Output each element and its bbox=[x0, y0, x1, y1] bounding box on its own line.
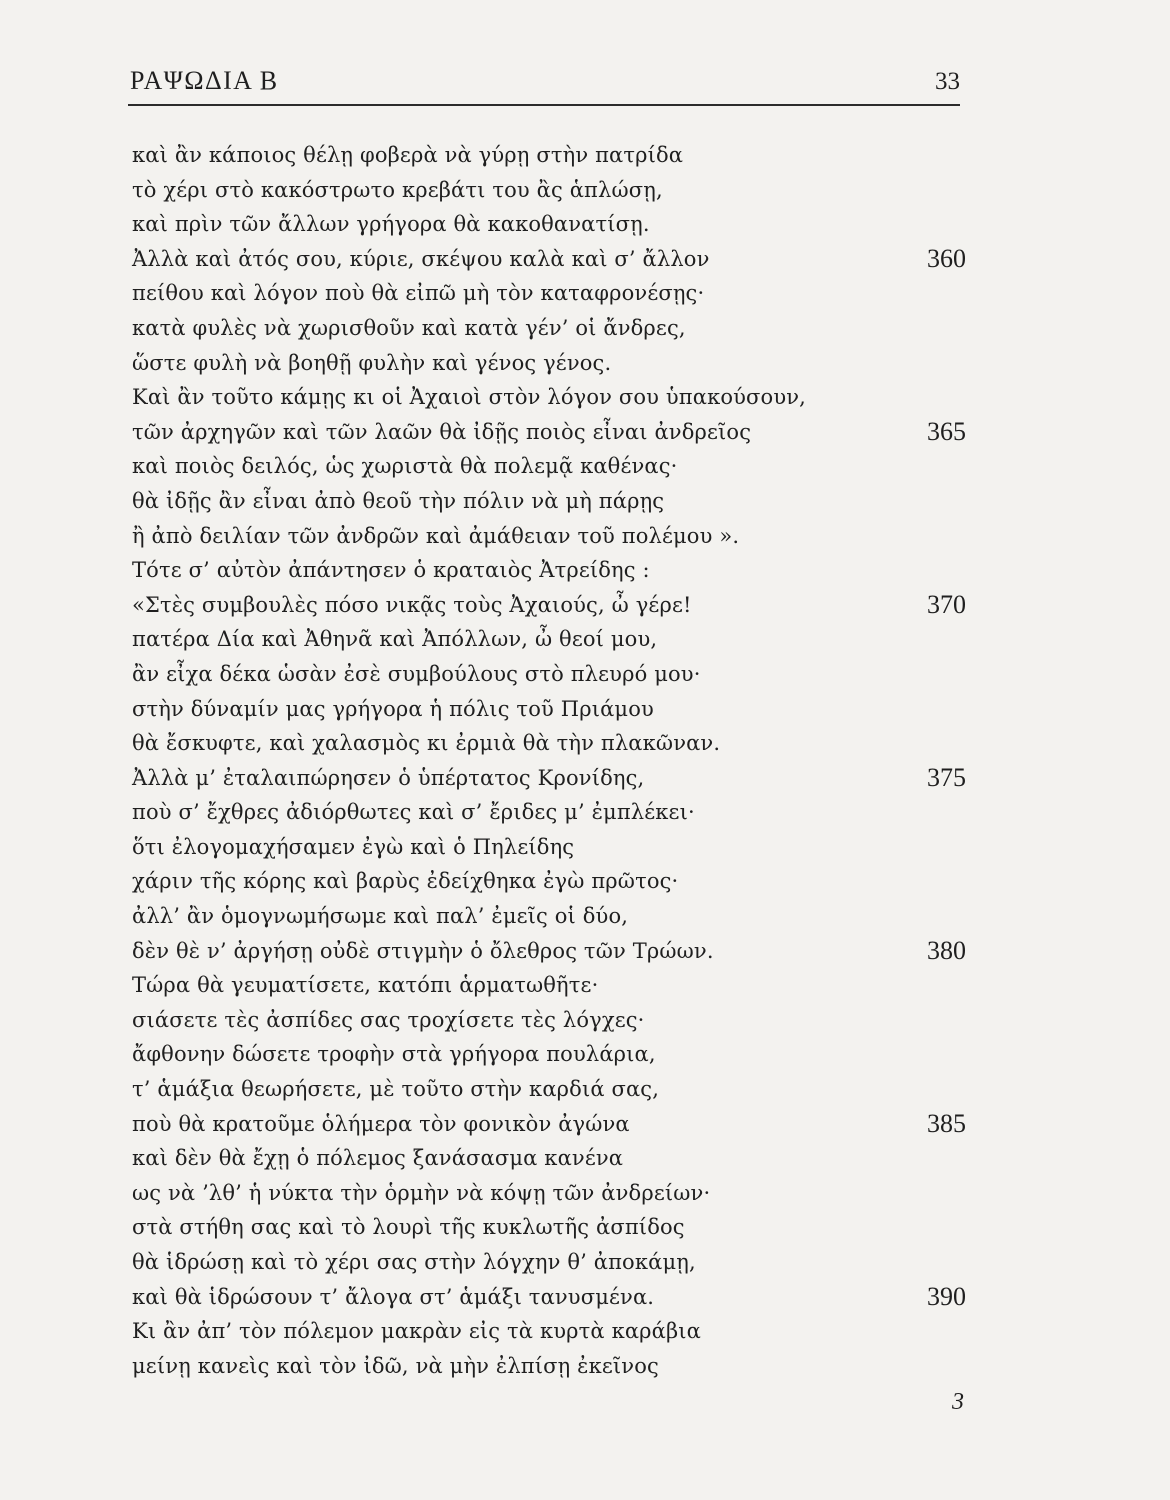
verse-line bbox=[132, 1280, 966, 1315]
verse-text: πατέρα Δία καὶ Ἀθηνᾶ καὶ Ἀπόλλων, ὦ θεοί μου, bbox=[132, 627, 658, 652]
verse-text: δὲν θὲ ν’ ἀργήσῃ οὐδὲ στιγμὴν ὁ ὄλεθρος τῶν Τρώων. bbox=[132, 938, 714, 963]
verse-text: στὴν δύναμίν μας γρήγορα ἡ πόλις τοῦ Πριάμου bbox=[132, 696, 654, 721]
verse-line bbox=[132, 311, 966, 346]
verse-line bbox=[132, 588, 966, 623]
verse-line bbox=[132, 346, 966, 381]
running-head: ΡΑΨΩΔΙΑ Β bbox=[130, 66, 279, 95]
verse-line bbox=[132, 726, 966, 761]
verse-text: Τώρα θὰ γευματίσετε, κατόπι ἁρματωθῆτε· bbox=[132, 973, 599, 998]
verse-line bbox=[132, 276, 966, 311]
verse-text: ἢ ἀπὸ δειλίαν τῶν ἀνδρῶν καὶ ἀμάθειαν τοῦ πολέμου ». bbox=[132, 523, 740, 548]
verse-line bbox=[132, 830, 966, 865]
signature-mark: 3 bbox=[952, 1389, 964, 1415]
verse-line bbox=[132, 207, 966, 242]
line-number: 365 bbox=[927, 416, 966, 446]
verse-text: τὸ χέρι στὸ κακόστρωτο κρεβάτι του ἂς ἁπλώσῃ, bbox=[132, 177, 663, 202]
verse-text: θὰ ἔσκυφτε, καὶ χαλασμὸς κι ἐρμιὰ θὰ τὴν πλακῶναν. bbox=[132, 731, 721, 756]
verse-text: τῶν ἀρχηγῶν καὶ τῶν λαῶν θὰ ἰδῇς ποιὸς εἶναι ἀνδρεῖος bbox=[132, 419, 752, 444]
verse-text: καὶ θὰ ἱδρώσουν τ’ ἄλογα στ’ ἁμάξι τανυσμένα. bbox=[132, 1284, 655, 1309]
page-header bbox=[128, 62, 960, 106]
verse-line bbox=[132, 1072, 966, 1107]
verse-text: καὶ πρὶν τῶν ἄλλων γρήγορα θὰ κακοθανατίσῃ. bbox=[132, 212, 650, 237]
verse-line bbox=[132, 415, 966, 450]
verse-line bbox=[132, 1107, 966, 1142]
verse-text: καὶ δὲν θὰ ἔχῃ ὁ πόλεμος ξανάσασμα κανένα bbox=[132, 1146, 624, 1171]
verse-line bbox=[132, 934, 966, 969]
verse-line bbox=[132, 795, 966, 830]
verse-line bbox=[132, 553, 966, 588]
verse-line bbox=[132, 761, 966, 796]
verse-line bbox=[132, 519, 966, 554]
poem-text bbox=[132, 138, 966, 1383]
verse-text: τ’ ἁμάξια θεωρήσετε, μὲ τοῦτο στὴν καρδιά σας, bbox=[132, 1077, 660, 1102]
verse-line bbox=[132, 1141, 966, 1176]
verse-text: πείθου καὶ λόγον ποὺ θὰ εἰπῶ μὴ τὸν καταφρονέσῃς· bbox=[132, 281, 705, 306]
verse-text: στὰ στήθη σας καὶ τὸ λουρὶ τῆς κυκλωτῆς ἀσπίδος bbox=[132, 1215, 685, 1240]
verse-text: καὶ ποιὸς δειλός, ὡς χωριστὰ θὰ πολεμᾷ καθένας· bbox=[132, 454, 678, 479]
verse-line bbox=[132, 1037, 966, 1072]
verse-line bbox=[132, 484, 966, 519]
page-number: 33 bbox=[935, 68, 960, 95]
verse-text: ἀλλ’ ἂν ὁμογνωμήσωμε καὶ παλ’ ἐμεῖς οἱ δύο, bbox=[132, 904, 629, 929]
verse-line bbox=[132, 864, 966, 899]
verse-line bbox=[132, 899, 966, 934]
verse-line bbox=[132, 1314, 966, 1349]
verse-line bbox=[132, 449, 966, 484]
verse-text: ἂν εἶχα δέκα ὡσὰν ἐσὲ συμβούλους στὸ πλευρό μου· bbox=[132, 661, 701, 686]
verse-text: θὰ ἱδρώσῃ καὶ τὸ χέρι σας στὴν λόγχην θ’ ἀποκάμῃ, bbox=[132, 1250, 696, 1274]
verse-line bbox=[132, 242, 966, 277]
verse-line bbox=[132, 138, 966, 173]
verse-text: καὶ ἂν κάποιος θέλῃ φοβερὰ νὰ γύρῃ στὴν πατρίδα bbox=[132, 143, 684, 167]
line-number: 360 bbox=[927, 243, 966, 273]
verse-line bbox=[132, 692, 966, 727]
verse-text: Ἀλλὰ καὶ ἀτός σου, κύριε, σκέψου καλὰ καὶ σ’ ἄλλον bbox=[132, 246, 710, 271]
verse-line bbox=[132, 657, 966, 692]
verse-text: Κι ἂν ἀπ’ τὸν πόλεμον μακρὰν εἰς τὰ κυρτὰ καράβια bbox=[132, 1319, 702, 1344]
verse-line bbox=[132, 380, 966, 415]
verse-text: ὅτι ἐλογομαχήσαμεν ἐγὼ καὶ ὁ Πηλείδης bbox=[132, 834, 575, 859]
verse-line bbox=[132, 1349, 966, 1384]
line-number: 390 bbox=[927, 1281, 966, 1311]
verse-text: Καὶ ἂν τοῦτο κάμῃς κι οἱ Ἀχαιοὶ στὸν λόγον σου ὑπακούσουν, bbox=[132, 385, 806, 410]
line-number: 380 bbox=[927, 935, 966, 965]
verse-text: θὰ ἰδῇς ἂν εἶναι ἀπὸ θεοῦ τὴν πόλιν νὰ μὴ πάρῃς bbox=[132, 488, 665, 513]
verse-text: ὥστε φυλὴ νὰ βοηθῇ φυλὴν καὶ γένος γένος. bbox=[132, 350, 612, 375]
verse-text: μείνῃ κανεὶς καὶ τὸν ἰδῶ, νὰ μὴν ἐλπίσῃ ἐκεῖνος bbox=[132, 1353, 659, 1378]
verse-line bbox=[132, 173, 966, 208]
verse-text: ποὺ θὰ κρατοῦμε ὁλήμερα τὸν φονικὸν ἀγώνα bbox=[132, 1111, 630, 1136]
verse-text: χάριν τῆς κόρης καὶ βαρὺς ἐδείχθηκα ἐγὼ πρῶτος· bbox=[132, 869, 679, 894]
line-number: 385 bbox=[927, 1108, 966, 1138]
verse-text: ποὺ σ’ ἔχθρες ἀδιόρθωτες καὶ σ’ ἔριδες μ’ ἐμπλέκει· bbox=[132, 800, 695, 825]
line-number: 375 bbox=[927, 762, 966, 792]
verse-text: κατὰ φυλὲς νὰ χωρισθοῦν καὶ κατὰ γέν’ οἱ ἄνδρες, bbox=[132, 315, 686, 340]
verse-line bbox=[132, 968, 966, 1003]
verse-line bbox=[132, 1245, 966, 1280]
verse-text: σιάσετε τὲς ἀσπίδες σας τροχίσετε τὲς λόγχες· bbox=[132, 1007, 645, 1032]
verse-text: «Στὲς συμβουλὲς πόσο νικᾷς τοὺς Ἀχαιούς, ὦ γέρε! bbox=[132, 592, 692, 617]
verse-line bbox=[132, 622, 966, 657]
verse-text: ως νὰ ’λθ’ ἡ νύκτα τὴν ὁρμὴν νὰ κόψῃ τῶν ἀνδρείων· bbox=[132, 1180, 711, 1205]
verse-line bbox=[132, 1176, 966, 1211]
verse-line bbox=[132, 1003, 966, 1038]
verse-text: Ἀλλὰ μ’ ἐταλαιπώρησεν ὁ ὑπέρτατος Κρονίδης, bbox=[132, 765, 645, 790]
line-number: 370 bbox=[927, 589, 966, 619]
verse-text: ἄφθονην δώσετε τροφὴν στὰ γρήγορα πουλάρια, bbox=[132, 1042, 656, 1067]
verse-text: Τότε σ’ αὐτὸν ἀπάντησεν ὁ κραταιὸς Ἀτρείδης : bbox=[132, 558, 650, 583]
verse-line bbox=[132, 1210, 966, 1245]
